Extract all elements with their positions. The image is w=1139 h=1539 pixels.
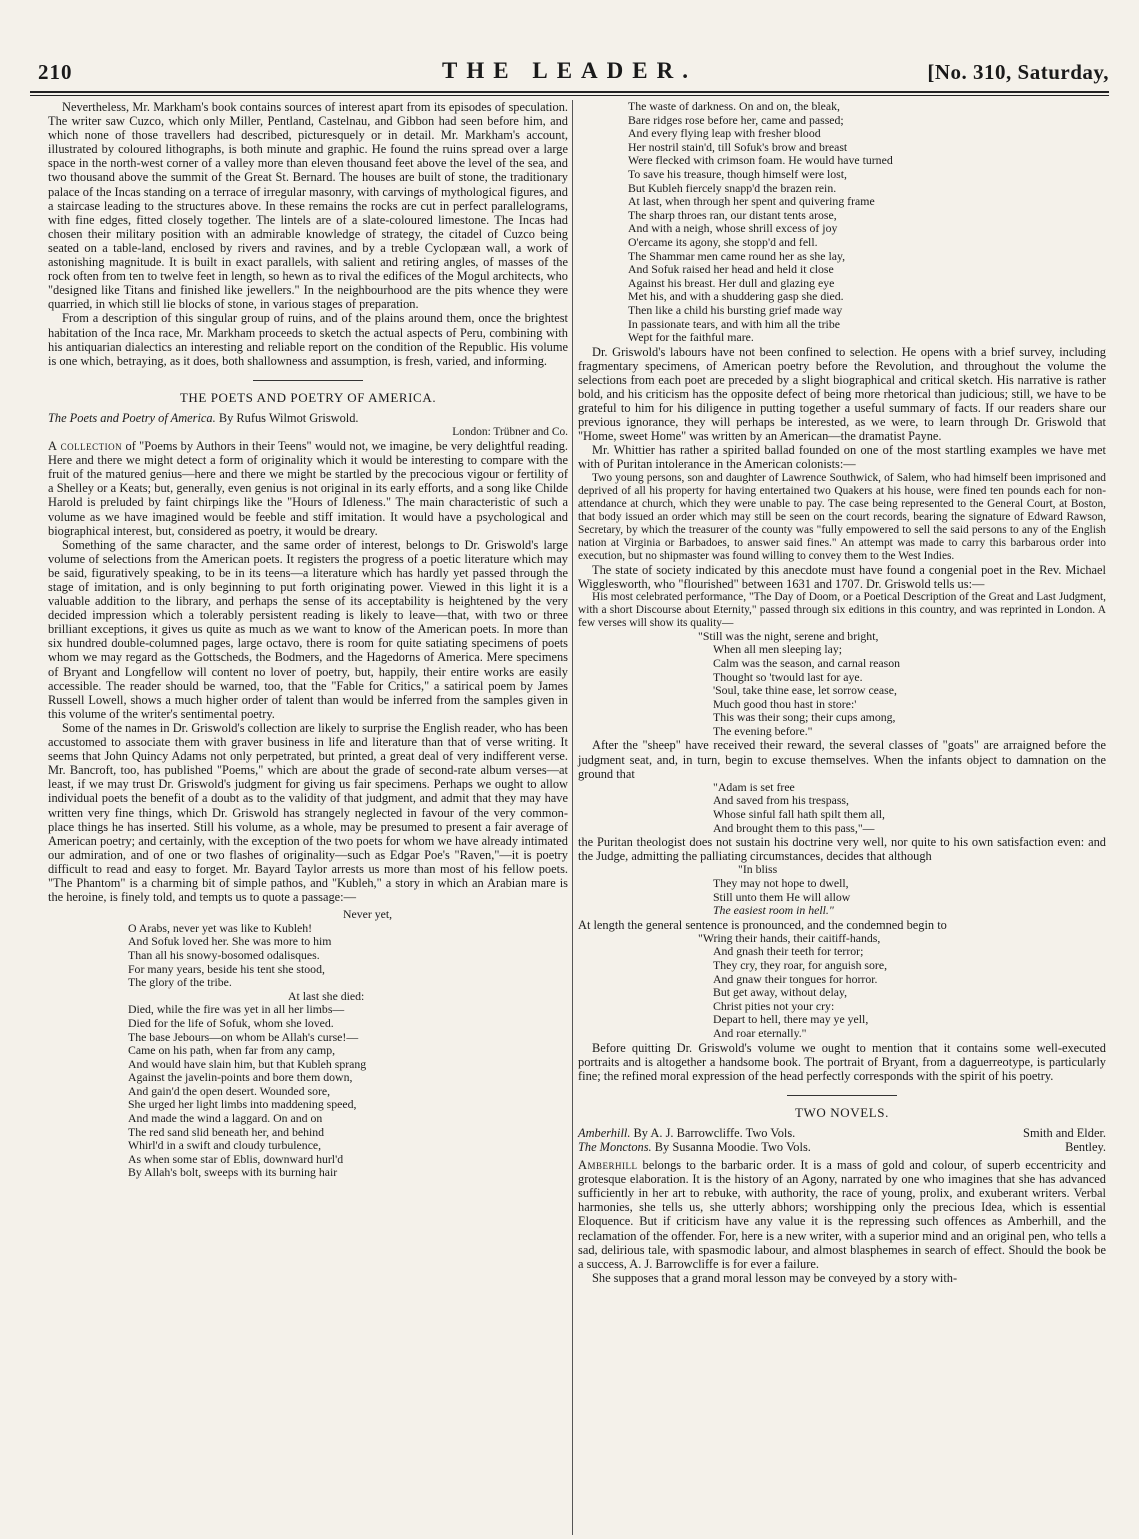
poem-line: And every flying leap with fresher blood	[628, 126, 821, 141]
doom-verse-3	[578, 863, 1106, 917]
issue-number: [No. 310, Saturday,	[927, 60, 1109, 84]
poem-line: Wept for the faithful mare.	[628, 330, 754, 345]
verse-line: Much good thou hast in store:'	[713, 696, 857, 711]
poem-line: Died, while the fire was yet in all her limbs—	[128, 1002, 345, 1017]
poem-line: To save his treasure, though himself were lost,	[628, 166, 848, 181]
book-title: The Poets and Poetry of America.	[48, 410, 216, 425]
poets-paragraph-3: Some of the names in Dr. Griswold's collection are likely to surprise the English reader, who has been accustomed to associate them with graver business in life and literature than that of verse writing. It seems that John Quincy Adams not only perpetrated, but printed, a great deal of very indifferent verse. Mr. Bancroft, too, has published "Poems," which are about the grade of second-rate album verses—at least, if we may trust Dr. Griswold's judgment for giving us fair specimens. Perhaps we ought to allow individual poets the benefit of a doubt as to the validity of that judgment, and admit that they may have written very fine things, which Dr. Griswold has strangely neglected in favour of the very common-place things he has inserted. Still his volume, as a whole, may be presumed to present a fair average of American poetry; and certainly, with the exception of the two poets for whom we have already intimated our admiration, and of one or two flashes of originality—such as Edgar Poe's "Raven,"—it is poetry difficult to read and easy to forget. Mr. Bayard Taylor arrests us more than most of his fellow poets. "The Phantom" is a charming bit of simple pathos, and "Kubleh," a story in which an Arabian mare is the heroine, is finely told, and tempts us to quote a passage:—	[48, 720, 568, 905]
poem-line: And gain'd the open desert. Wounded sore,	[128, 1083, 331, 1098]
poem-line: But Kubleh fiercely snapp'd the brazen rein.	[628, 180, 837, 195]
poem-line: The waste of darkness. On and on, the bleak,	[628, 99, 840, 113]
poem-line: For many years, beside his tent she stood,	[128, 961, 325, 976]
poem-line: O'ercame its agony, she stopp'd and fell.	[628, 234, 818, 249]
markham-paragraph-2: From a description of this singular group of ruins, and of the plains around them, once the brightest habitation of the Inca race, Mr. Markham proceeds to sketch the actual aspects of Peru, combining with his antiquarian dialectics an interesting and reliable report on the condition of the Republic. His volume is one which, betraying, as it does, both shallowness and assumption, is fresh, varied, and informing.	[48, 311, 568, 368]
masthead	[30, 58, 1109, 88]
poem-line: And Sofuk raised her head and held it close	[628, 262, 834, 277]
griswold-paragraph-1: Dr. Griswold's labours have not been confined to selection. He opens with a brief survey, including fragmentary specimens, of American poetry before the Revolution, and throughout the volume the selections from each poet are preceded by a slight biographical and critical sketch. His narrative is rather bold, and his criticism has the opposite defect of being more rhetorical than judicious; still, we have to be grateful to him for his diligence in putting together a useful summary of facts. If our readers share our previous ignorance, they will perhaps be interested, as we were, to learn through Dr. Griswold that "Home, sweet Home" was written by an American—the dramatist Payne.	[578, 344, 1106, 444]
poem-line: And with a neigh, whose shrill excess of joy	[628, 221, 838, 236]
poem-line: She urged her light limbs into maddening speed,	[128, 1097, 357, 1112]
poem-line: Whirl'd in a swift and cloudy turbulence,	[128, 1138, 322, 1153]
poem-line: In passionate tears, and with him all the tribe	[628, 316, 840, 331]
left-column	[48, 100, 568, 1180]
verse-line: The evening before."	[713, 723, 813, 738]
poets-paragraph-2: Something of the same character, and the same order of interest, belongs to Dr. Griswold's large volume of selections from the American poets. It registers the progress of a poetic literature which may be said, figuratively speaking, to be in its teens—a literature which has hardly yet passed through the stage of imitation, and is only beginning to put forth originating power. Viewed in this light it is a valuable addition to the library, and perhaps the sense of its acceptability is heightened by the very decided impression which a tolerably persistent reading is likely to leave—that, with two or three brilliant exceptions, it gives us quite as much as we want to know of the American poets. In more than six hundred double-columned pages, large octavo, there is room for quite satiating specimens of poets whom we may regard as the Gottscheds, the Bodmers, and the Hagedorns of America. Mere specimens of Bryant and Longfellow will content no lover of poetry, but, happily, their entire works are easily accessible. The reader should be warned, too, that the "Fable for Critics," a satirical poem by James Russell Lowell, shows a much higher order of talent than would be inferred from the samples given in this volume of the writer's sentimental poetry.	[48, 537, 568, 721]
sheep-goats-paragraph: After the "sheep" have received their reward, the several classes of "goats" are arraigned before the judgment seat, and, in turn, begin to excuse themselves. When the infants object to damnation on the ground that	[578, 738, 1106, 781]
amberhill-paragraph-text: belongs to the barbaric order. It is a mass of gold and colour, of superb eccentricity and grotesque elaboration. It is the history of an Agony, narrated by one who imagines that she has advanced sufficiently in her art to rebuke, with authority, the race of young, prolix, and exuberant writers. Verbal harmonies, she tells us, she utterly abhors; worshipping only the precious Idea, which is essential Eloquence. But if criticism have any value it is the repressing such offences as Amberhill, and the reclamation of the offender. For, here is a new writer, with a superior mind and an original pen, who tells a sad, delirious tale, with spasmodic labour, and almost blasphemes in search of effect. Should the book be a success, A. J. Barrowcliffe is for ever a failure.	[578, 1158, 1106, 1271]
poem-line: Met his, and with a shuddering gasp she died.	[628, 289, 844, 304]
poem-line: Against his breast. Her dull and glazing eye	[628, 275, 835, 290]
masthead-rule-thin	[30, 95, 1109, 96]
verse-line: And brought them to this pass,"—	[713, 820, 875, 835]
poem-line: Then like a child his bursting grief made way	[628, 302, 843, 317]
verse-line: They cry, they roar, for anguish sore,	[713, 957, 888, 972]
verse-line: Calm was the season, and carnal reason	[713, 655, 901, 670]
verse-line: "Wring their hands, their caitiff-hands,	[698, 930, 881, 945]
poem-line: And Sofuk loved her. She was more to him	[128, 934, 332, 949]
poem-line: The glory of the tribe.	[128, 975, 232, 990]
verse-line: They may not hope to dwell,	[713, 875, 849, 890]
book-author: By A. J. Barrowcliffe. Two Vols.	[633, 1125, 796, 1140]
book-author: By Susanna Moodie. Two Vols.	[654, 1140, 811, 1154]
markham-paragraph-1: Nevertheless, Mr. Markham's book contains sources of interest apart from its episodes of speculation. The writer saw Cuzco, which only Miller, Pentland, Castelnau, and Gibbon had seen before him, and which none of those travellers had described, picturesquely or in detail. Mr. Markham's account, illustrated by coloured lithographs, is both minute and graphic. He found the ruins spread over a large space in the north-west corner of a valley more than eleven thousand feet above the level of the sea, and two thousand above the summit of the Great St. Bernard. The houses are built of stone, the traditionary palace of the Incas standing on a terrace of irregular masonry, with carvings of mythological figures, and a staircase leading to the structures above. In these remains the rocks are cut in perfect parallelograms, with fine edges, fitted closely together. The lintels are of a slate-coloured limestone. The Incas had chosen their military position with an admirable knowledge of strategy, the citadel of Cuzco being seated on a table-land, enclosed by rivers and ravines, and by a treble Cyclopæan wall, a work of astonishing magnitude. It is built in exact parallels, with salient and retiring angles, of masses of the rock often from ten to twelve feet in length, so hewn as to rival the edifices of the Mogul architects, who "designed like Titans and finished like jewellers." In the neighbourhood are the pits whence they were quarried, in which still lie blocks of stone, in various stages of preparation.	[48, 100, 568, 312]
verse-line: "Adam is set free	[713, 779, 795, 794]
sentence-paragraph: At length the general sentence is pronounced, and the condemned begin to	[578, 917, 947, 932]
masthead-rule	[30, 91, 1109, 93]
closing-griswold-paragraph: Before quitting Dr. Griswold's volume we ought to mention that it contains some well-executed portraits and is altogether a handsome book. The portrait of Bryant, from a daguerreotype, is particularly fine; the refined moral expression of the head perfectly corresponds with the spirit of his poetry.	[578, 1040, 1106, 1083]
verse-line: 'Soul, take thine ease, let sorrow cease,	[713, 683, 897, 698]
verse-line: Thought so 'twould last for aye.	[713, 669, 863, 684]
book-author: By Rufus Wilmot Griswold.	[218, 410, 359, 425]
section-heading-novels: TWO NOVELS.	[795, 1104, 889, 1120]
verse-line: "In bliss	[738, 862, 778, 877]
poem-line: The Shammar men came round her as she lay,	[628, 248, 846, 263]
verse-line: But get away, without delay,	[713, 985, 848, 1000]
page-number: 210	[38, 60, 73, 84]
poem-line: Her nostril stain'd, till Sofuk's brow and breast	[628, 139, 848, 154]
poem-line: And would have slain him, but that Kubleh sprang	[128, 1056, 367, 1071]
book-title: The Monctons.	[578, 1140, 652, 1154]
verse-line: When all men sleeping lay;	[713, 642, 843, 657]
poets-paragraph-1	[48, 439, 568, 538]
poem-line: At last, when through her spent and quivering frame	[628, 194, 875, 209]
doom-verse-2	[578, 781, 1106, 835]
verse-line: And gnaw their tongues for horror.	[713, 971, 878, 986]
lead-word: A collection	[48, 439, 123, 454]
verse-line: And gnash their teeth for terror;	[713, 944, 864, 959]
moral-lesson-paragraph: She supposes that a grand moral lesson may be conveyed by a story with-	[592, 1270, 958, 1285]
doom-verse-4	[578, 932, 1106, 1041]
poem-line: O Arabs, never yet was like to Kubleh!	[128, 920, 313, 935]
column-divider	[572, 100, 573, 1535]
poem-line: Died for the life of Sofuk, whom she loved.	[128, 1015, 334, 1030]
poem-line: And made the wind a laggard. On and on	[128, 1111, 323, 1126]
kubleh-poem-continued	[578, 100, 1106, 345]
book-publisher: Smith and Elder.	[1023, 1125, 1106, 1140]
poem-line: Against the javelin-points and bore them down,	[128, 1070, 353, 1085]
publisher-line: London: Trübner and Co.	[452, 425, 568, 438]
doom-verse-1	[578, 630, 1106, 739]
section-heading-poets: THE POETS AND POETRY OF AMERICA.	[179, 389, 437, 405]
amberhill-paragraph	[578, 1158, 1106, 1271]
poem-line: By Allah's bolt, sweeps with its burning hair	[128, 1165, 338, 1180]
poem-line: The base Jebours—on whom be Allah's curse!—	[128, 1029, 359, 1044]
poem-line: The red sand slid beneath her, and behind	[128, 1124, 325, 1139]
verse-line: And roar eternally."	[713, 1025, 807, 1040]
verse-line: Depart to hell, there may ye yell,	[713, 1012, 869, 1027]
poets-paragraph-1-text: of "Poems by Authors in their Teens" would not, we imagine, be very delightful reading. Here and there we might detect a form of originality which it would be interesting to compare with the fruit of the matured genius—here and there we might be startled by the precocious vigour or fertility of a Shelley or a Keats; but, generally, even genius is not original in its early efforts, and a song like Childe Harold is preluded by faint chirpings like the "Hours of Idleness." The main characteristic of such a volume as we have imagined would be feeble and stiff imitation. It would have a psychological and biographical interest, but, considered as poetry, it would be dreary.	[48, 439, 569, 538]
book-entry-amberhill	[578, 1126, 1106, 1140]
southwick-quote: Two young persons, son and daughter of Lawrence Southwick, of Salem, who had himself been imprisoned and deprived of all his property for having entertained two Quakers at his house, were fined ten pounds each for non-attendance at church, which they were unable to pay. The case being represented to the General Court, at Boston, that body issued an order which may still be seen on the court records, bearing the signature of Edward Rawson, Secretary, by which the treasurer of the county was "fully empowered to sell the said persons to any of the English nation at Virginia or Barbadoes, to answer said fines." An attempt was made to carry this barbarous order into execution, but no shipmaster was found willing to convey them to the West Indies.	[578, 471, 1106, 562]
book-publisher: Bentley.	[1065, 1140, 1106, 1154]
verse-line: "Still was the night, serene and bright,	[698, 628, 879, 643]
lead-word: Amberhill	[578, 1158, 638, 1173]
verse-line: This was their song; their cups among,	[713, 710, 896, 725]
poem-line: Came on his path, when far from any camp,	[128, 1043, 336, 1058]
poem-line: Were flecked with crimson foam. He would have turned	[628, 153, 893, 168]
verse-line: Christ pities not your cry:	[713, 998, 835, 1013]
poem-line: Bare ridges rose before her, came and passed;	[628, 112, 844, 127]
poem-line: Never yet,	[343, 907, 393, 922]
day-of-doom-quote: His most celebrated performance, "The Day of Doom, or a Poetical Description of the Great and Last Judgment, with a short Discourse about Eternity," passed through six editions in this country, and was reprinted in London. A few verses will show its quality—	[578, 590, 1106, 629]
verse-line: And saved from his trespass,	[713, 793, 849, 808]
section-rule	[787, 1095, 897, 1096]
poem-line: At last she died:	[288, 988, 365, 1003]
book-title: Amberhill.	[578, 1125, 631, 1140]
verse-line: The easiest room in hell."	[713, 903, 834, 918]
poem-line: The sharp throes ran, our distant tents arose,	[628, 207, 837, 222]
wigglesworth-paragraph: The state of society indicated by this anecdote must have found a congenial poet in the Rev. Michael Wigglesworth, who "flourished" between 1631 and 1707. Dr. Griswold tells us:—	[578, 562, 1106, 591]
kubleh-poem	[48, 908, 568, 1180]
whittier-paragraph: Mr. Whittier has rather a spirited ballad founded on one of the most startling examples we have met with of Puritan intolerance in the American colonists:—	[578, 443, 1106, 472]
verse-line: Whose sinful fall hath spilt them all,	[713, 806, 886, 821]
theologist-paragraph: the Puritan theologist does not sustain his doctrine very well, nor quite to his own satisfaction even: and the Judge, admitting the palliating circumstances, decides that although	[578, 835, 1106, 864]
poem-line: Than all his snowy-bosomed odalisques.	[128, 947, 320, 962]
right-column	[578, 100, 1106, 1285]
newspaper-title: THE LEADER.	[442, 58, 697, 83]
book-entry-monctons	[578, 1140, 1106, 1154]
section-rule	[253, 380, 363, 381]
review-byline	[48, 411, 568, 425]
poem-line: As when some star of Eblis, downward hurl'd	[128, 1151, 344, 1166]
verse-line: Still unto them He will allow	[713, 889, 851, 904]
